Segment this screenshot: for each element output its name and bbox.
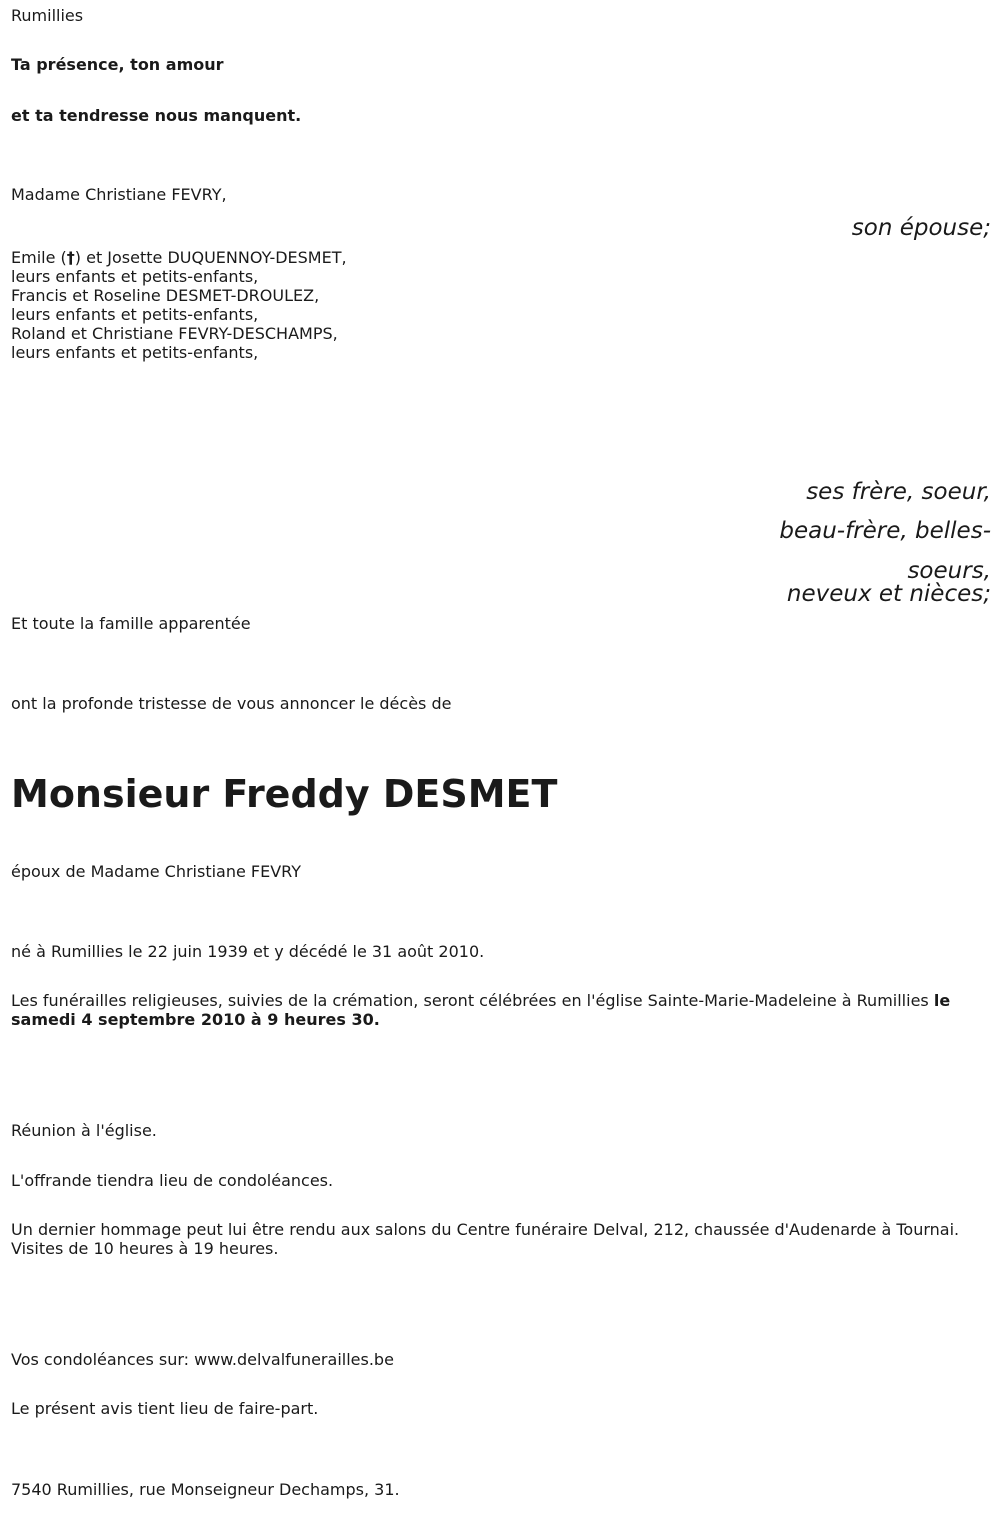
funeral-date: le samedi 4 septembre 2010 à 9 heures 30. [11,991,951,1029]
siblings-list [11,248,347,362]
sibling-line: leurs enfants et petits-enfants, [11,267,259,286]
spouse-role: son épouse; [851,215,991,241]
meeting-text: Réunion à l'église. [11,1121,157,1140]
cross-icon: † [66,248,75,267]
birth-death: né à Rumillies le 22 juin 1939 et y décédé le 31 août 2010. [11,942,485,961]
sibling-line: Roland et Christiane FEVRY-DESCHAMPS, [11,324,338,343]
place-name: Rumillies [11,6,84,25]
verse-line-2: et ta tendresse nous manquent. [11,106,302,125]
sibling-line: leurs enfants et petits-enfants, [11,305,259,324]
sibling-line: Francis et Roseline DESMET-DROULEZ, [11,286,320,305]
sibling-line: Emile (†) et Josette DUQUENNOY-DESMET, [11,248,347,267]
tribute-text: Un dernier hommage peut lui être rendu aux salons du Centre funéraire Delval, 212, chaussée d'Audenarde à Tournai. Visites de 10 heures à 19 heures. [11,1220,960,1258]
deceased-name: Monsieur Freddy DESMET [11,772,558,816]
siblings-role-line-3: soeurs, [907,558,991,584]
condolences-link[interactable]: Vos condoléances sur: www.delvalfunerailles.be [11,1350,394,1369]
sibling-line: leurs enfants et petits-enfants, [11,343,259,362]
announcement-text: ont la profonde tristesse de vous annoncer le décès de [11,694,452,713]
spouse-name: Madame Christiane FEVRY, [11,185,227,204]
funeral-text: Les funérailles religieuses, suivies de la crémation, seront célébrées en l'église Sainte-Marie-Madeleine à Rumillies [11,991,934,1010]
address: 7540 Rumillies, rue Monseigneur Dechamps, 31. [11,1480,400,1499]
verse-line-1: Ta présence, ton amour [11,55,224,74]
extended-family: Et toute la famille apparentée [11,614,251,633]
notice-text: Le présent avis tient lieu de faire-part. [11,1399,319,1418]
spouse-of: époux de Madame Christiane FEVRY [11,862,302,881]
siblings-role-line-2: beau-frère, belles- [779,518,991,544]
offering-text: L'offrande tiendra lieu de condoléances. [11,1171,334,1190]
funeral-paragraph [11,991,986,1029]
siblings-role-line-4: neveux et nièces; [786,581,991,607]
siblings-role-line-1: ses frère, soeur, [806,479,991,505]
